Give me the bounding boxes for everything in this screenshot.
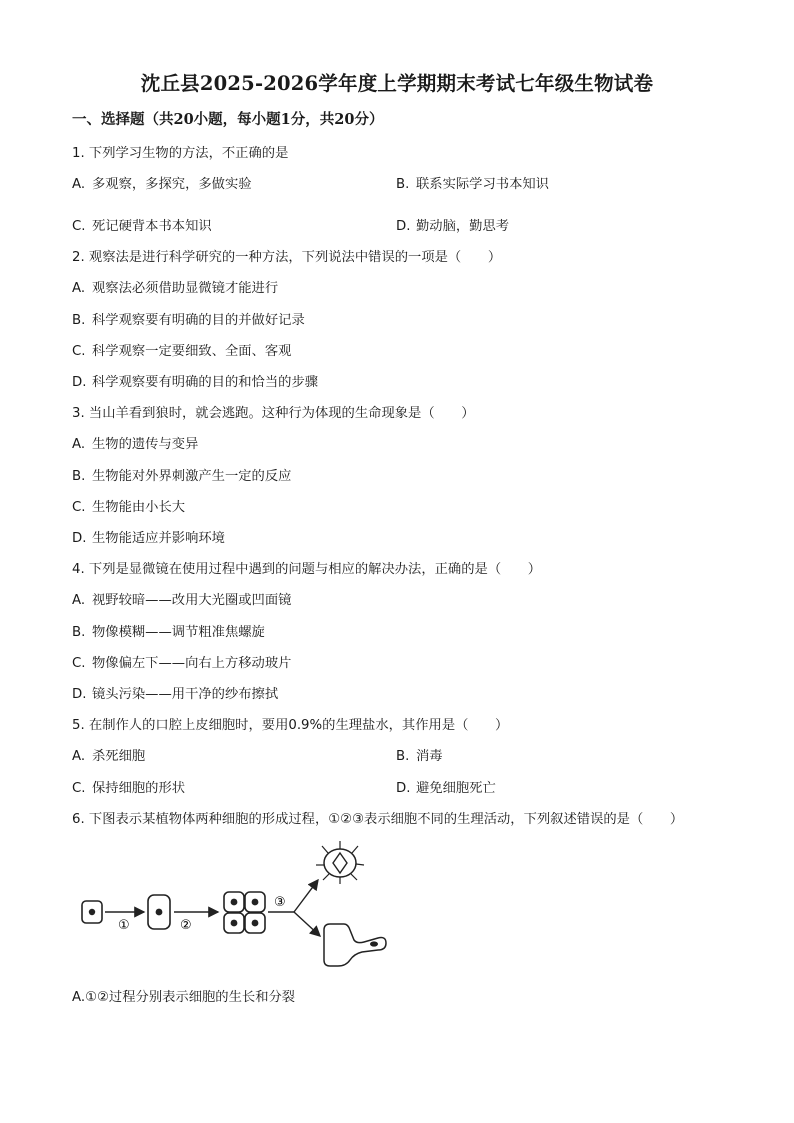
- grown-cell: [148, 895, 170, 929]
- option-c[interactable]: [72, 777, 185, 796]
- option-c[interactable]: [72, 215, 212, 234]
- option-a[interactable]: [72, 433, 198, 452]
- option-a[interactable]: [72, 986, 295, 1005]
- option-d[interactable]: [396, 777, 496, 796]
- option-text: 观察法必须借助显微镜才能进行: [92, 281, 279, 296]
- option-text: 避免细胞死亡: [416, 781, 496, 796]
- option-letter: A.: [72, 749, 86, 764]
- option-text: 生物能对外界刺激产生一定的反应: [92, 469, 292, 484]
- option-letter: D.: [396, 219, 411, 234]
- root-hair-cell: [324, 924, 386, 966]
- arrow-to-root-hair-cell: [294, 912, 320, 936]
- step-label-3: ③: [274, 895, 286, 910]
- option-text: 联系实际学习书本知识: [416, 177, 549, 192]
- option-text: 物像模糊——调节粗准焦螺旋: [92, 625, 265, 640]
- option-a[interactable]: [72, 589, 291, 608]
- step-label-1: ①: [118, 918, 130, 933]
- option-a[interactable]: [72, 277, 278, 296]
- option-d[interactable]: [72, 527, 225, 546]
- option-letter: A.: [72, 593, 86, 608]
- option-letter: C.: [72, 219, 86, 234]
- option-letter: A.: [72, 437, 86, 452]
- option-text: 生物能适应并影响环境: [92, 531, 225, 546]
- option-b[interactable]: [72, 465, 291, 484]
- question-stem: 4. 下列是显微镜在使用过程中遇到的问题与相应的解决办法，正确的是（ ）: [72, 562, 542, 577]
- option-letter: D.: [72, 375, 87, 390]
- option-text: 勤动脑，勤思考: [416, 219, 510, 234]
- question-stem: 2. 观察法是进行科学研究的一种方法，下列说法中错误的一项是（ ）: [72, 250, 502, 265]
- exam-title: 沈丘县2025-2026学年度上学期期末考试七年级生物试卷: [140, 72, 654, 95]
- option-text: 物像偏左下——向右上方移动玻片: [92, 656, 292, 671]
- option-d[interactable]: [72, 371, 318, 390]
- option-c[interactable]: [72, 652, 291, 671]
- option-letter: C.: [72, 781, 86, 796]
- option-text: 科学观察要有明确的目的并做好记录: [92, 313, 305, 328]
- option-b[interactable]: [72, 309, 305, 328]
- divided-cells: [224, 892, 265, 933]
- option-text: 镜头污染——用干净的纱布擦拭: [92, 687, 279, 702]
- option-letter: B.: [72, 313, 86, 328]
- cell-formation-diagram: [72, 838, 402, 968]
- option-text: 生物的遗传与变异: [92, 437, 199, 452]
- option-text: 视野较暗——改用大光圈或凹面镜: [92, 593, 292, 608]
- option-d[interactable]: [396, 215, 509, 234]
- option-b[interactable]: [396, 745, 443, 764]
- option-letter: A.: [72, 990, 86, 1005]
- option-text: 科学观察一定要细致、全面、客观: [92, 344, 292, 359]
- option-text: 杀死细胞: [92, 749, 146, 764]
- option-letter: B.: [72, 469, 86, 484]
- option-a[interactable]: [72, 745, 145, 764]
- question-stem: 3. 当山羊看到狼时，就会逃跑。这种行为体现的生命现象是（ ）: [72, 406, 475, 421]
- option-b[interactable]: [72, 621, 265, 640]
- stellate-cell: [316, 841, 364, 884]
- option-letter: D.: [396, 781, 411, 796]
- section-heading: 一、选择题（共20小题，每小题1分，共20分）: [72, 111, 384, 128]
- option-c[interactable]: [72, 496, 185, 515]
- step-label-2: ②: [180, 918, 192, 933]
- option-letter: A.: [72, 177, 86, 192]
- option-text: 科学观察要有明确的目的和恰当的步骤: [92, 375, 319, 390]
- option-letter: C.: [72, 344, 86, 359]
- option-letter: B.: [396, 177, 410, 192]
- option-d[interactable]: [72, 683, 278, 702]
- option-text: 消毒: [416, 749, 443, 764]
- option-a[interactable]: [72, 173, 252, 192]
- option-b[interactable]: [396, 173, 549, 192]
- option-letter: B.: [396, 749, 410, 764]
- option-c[interactable]: [72, 340, 291, 359]
- initial-cell: [82, 901, 102, 923]
- option-letter: D.: [72, 531, 87, 546]
- option-letter: C.: [72, 500, 86, 515]
- question-stem: 6. 下图表示某植物体两种细胞的形成过程，①②③表示细胞不同的生理活动，下列叙述错误的是（ ）: [72, 812, 684, 827]
- question-stem: 1. 下列学习生物的方法，不正确的是: [72, 146, 289, 161]
- option-text: 死记硬背本书本知识: [92, 219, 212, 234]
- option-letter: A.: [72, 281, 86, 296]
- option-text: 多观察，多探究，多做实验: [92, 177, 252, 192]
- option-text: 保持细胞的形状: [92, 781, 186, 796]
- option-letter: B.: [72, 625, 86, 640]
- question-stem: 5. 在制作人的口腔上皮细胞时，要用0.9%的生理盐水，其作用是（ ）: [72, 718, 509, 733]
- option-letter: D.: [72, 687, 87, 702]
- option-letter: C.: [72, 656, 86, 671]
- arrow-to-guard-cell: [294, 880, 318, 912]
- option-text: 生物能由小长大: [92, 500, 186, 515]
- option-text: ①②过程分别表示细胞的生长和分裂: [85, 990, 296, 1005]
